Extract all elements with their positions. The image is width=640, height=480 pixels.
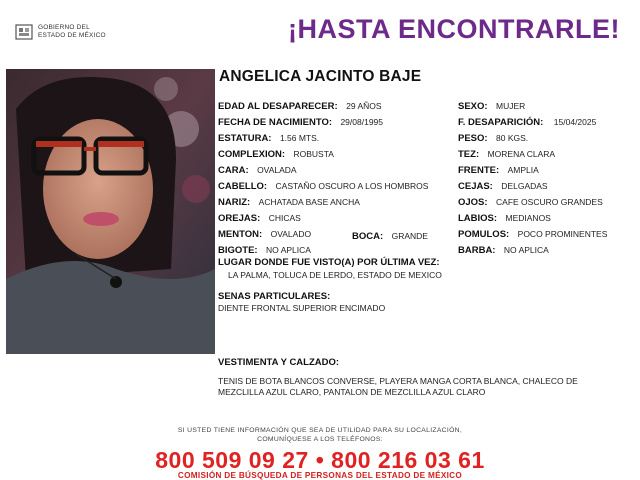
field-value: 1.56 MTS. [279, 133, 320, 143]
field-row [218, 240, 311, 258]
commission-name: COMISIÓN DE BÚSQUEDA DE PERSONAS DEL ESTADO DE MÉXICO [177, 471, 463, 480]
field-value: POCO PROMINENTES [517, 229, 608, 239]
phone-numbers[interactable]: 800 509 09 27 • 800 216 03 61 [155, 447, 485, 473]
portrait-image [6, 69, 215, 354]
field-label: NARIZ: [218, 197, 251, 208]
field-label: ESTATURA: [218, 133, 272, 144]
field-value: 80 KGS. [496, 133, 529, 143]
field-label: EDAD AL DESAPARECER: [218, 101, 338, 112]
field-label: F. DESAPARICIÓN: [458, 117, 544, 128]
particular-marks-label: SENAS PARTICULARES: [218, 291, 331, 302]
field-value: OVALADO [270, 229, 312, 239]
field-label: BIGOTE: [218, 245, 258, 256]
field-label: CEJAS: [458, 181, 493, 192]
field-value: GRANDE [391, 231, 428, 241]
field-label: CABELLO: [218, 181, 268, 192]
field-value: NO APLICA [266, 245, 311, 255]
clothing-line-1: TENIS DE BOTA BLANCOS CONVERSE, PLAYERA MANGA CORTA BLANCA, CHALECO DE [218, 376, 578, 386]
field-value: MORENA CLARA [487, 149, 556, 159]
field-label: OJOS: [458, 197, 488, 208]
last-seen-label: LUGAR DONDE FUE VISTO(A) POR ÚLTIMA VEZ: [218, 257, 440, 268]
footer-note-line-1: SI USTED TIENE INFORMACIÓN QUE SEA DE UTILIDAD PARA SU LOCALIZACIÓN, [177, 427, 463, 434]
government-logo [14, 20, 124, 46]
field-value: ACHATADA BASE ANCHA [258, 197, 360, 207]
last-seen-value: LA PALMA, TOLUCA DE LERDO, ESTADO DE MEXICO [228, 270, 442, 280]
footer-note-line-2: COMUNÍQUESE A LOS TELÉFONOS: [257, 436, 383, 443]
field-value: CAFE OSCURO GRANDES [496, 197, 603, 207]
logo-line-1: GOBIERNO DEL [38, 24, 90, 31]
field-label: BARBA: [458, 245, 496, 256]
field-label: FRENTE: [458, 165, 500, 176]
field-label: CARA: [218, 165, 249, 176]
field-value: DELGADAS [501, 181, 548, 191]
field-label: TEZ: [458, 149, 480, 160]
field-value: 29 AÑOS [346, 101, 382, 111]
field-label: OREJAS: [218, 213, 261, 224]
clothing-line-2: MEZCLILLA AZUL CLARO, PANTALON DE MEZCLILLA AZUL CLARO [218, 387, 486, 397]
field-label: PESO: [458, 133, 488, 144]
missing-person-photo [6, 69, 215, 354]
field-value: 15/04/2025 [553, 117, 597, 127]
field-value: MEDIANOS [505, 213, 551, 223]
field-label: POMULOS: [458, 229, 510, 240]
slogan-title: ¡HASTA ENCONTRARLE! [288, 14, 620, 44]
field-value: MUJER [496, 101, 526, 111]
field-label: BOCA: [352, 231, 384, 242]
field-value: AMPLIA [507, 165, 539, 175]
logo-text [38, 24, 106, 40]
particular-marks-value: DIENTE FRONTAL SUPERIOR ENCIMADO [218, 303, 386, 313]
field-label: LABIOS: [458, 213, 498, 224]
field-label: SEXO: [458, 101, 488, 112]
field-row [458, 240, 549, 258]
field-value: NO APLICA [503, 245, 549, 255]
field-value: CASTAÑO OSCURO A LOS HOMBROS [275, 181, 429, 191]
field-label: FECHA DE NACIMIENTO: [218, 117, 332, 128]
field-value: ROBUSTA [293, 149, 334, 159]
clothing-label: VESTIMENTA Y CALZADO: [218, 357, 340, 368]
field-value: 29/08/1995 [340, 117, 383, 127]
field-value: CHICAS [268, 213, 301, 223]
field-label: COMPLEXION: [218, 149, 286, 160]
field-row-boca [352, 226, 428, 244]
coat-of-arms-icon [14, 22, 34, 42]
field-value: OVALADA [257, 165, 297, 175]
logo-line-2: ESTADO DE MÉXICO [38, 32, 106, 39]
person-name: ANGELICA JACINTO BAJE [219, 68, 422, 85]
field-label: MENTON: [218, 229, 263, 240]
